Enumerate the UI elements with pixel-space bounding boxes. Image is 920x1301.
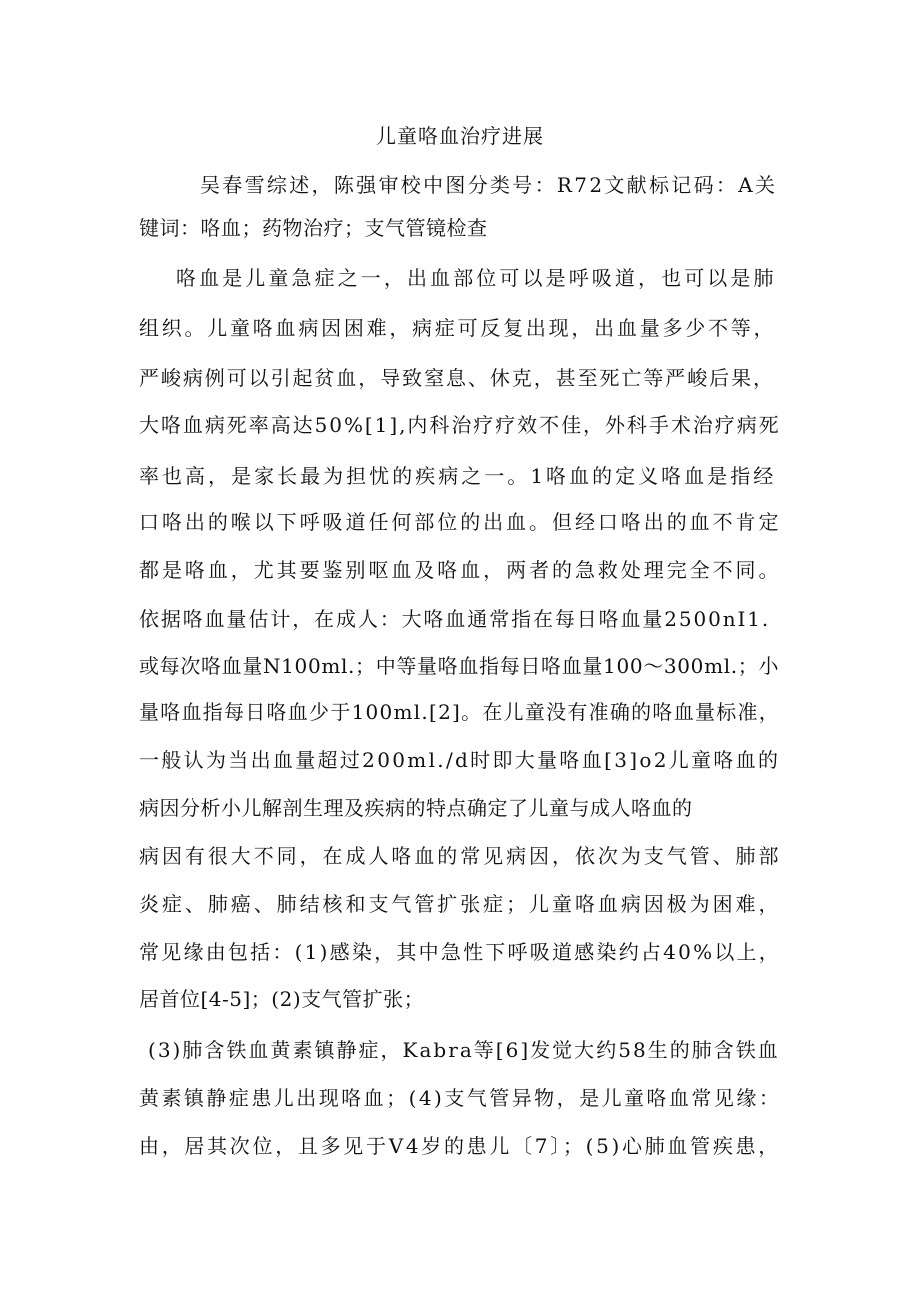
text-line: 量咯血指每日咯血少于100ml.[2]。在儿童没有准确的咯血量标准， bbox=[139, 700, 780, 724]
text-line: 吴春雪综述，陈强审校中图分类号：R72文献标记码：A关 bbox=[200, 173, 778, 197]
text-line: 组织。儿童咯血病因困难，病症可反复出现，出血量多少不等， bbox=[139, 316, 777, 340]
document-title: 儿童咯血治疗进展 bbox=[376, 124, 544, 148]
text-line: (3)肺含铁血黄素镇静症，Kabra等[6]发觉大约58生的肺含铁血 bbox=[148, 1038, 780, 1062]
text-line: 炎症、肺癌、肺结核和支气管扩张症；儿童咯血病因极为困难， bbox=[139, 892, 782, 916]
text-line: 率也高，是家长最为担忧的疾病之一。1咯血的定义咯血是指经 bbox=[139, 464, 777, 488]
text-line: 病因分析小儿解剖生理及疾病的特点确定了儿童与成人咯血的 bbox=[139, 796, 693, 820]
text-line: 常见缘由包括：(1)感染，其中急性下呼吸道感染约占40%以上， bbox=[139, 940, 782, 964]
text-line: 居首位[4-5]；(2)支气管扩张； bbox=[139, 987, 425, 1011]
text-line: 由，居其次位，且多见于V4岁的患儿〔7〕；(5)心肺血管疾患， bbox=[139, 1134, 781, 1158]
text-line: 黄素镇静症患儿出现咯血；(4)支气管异物，是儿童咯血常见缘： bbox=[139, 1086, 782, 1110]
text-line: 严峻病例可以引起贫血，导致窒息、休克，甚至死亡等严峻后果， bbox=[139, 366, 775, 390]
text-line: 都是咯血，尤其要鉴别呕血及咯血，两者的急救处理完全不同。 bbox=[139, 558, 782, 582]
text-line: 键词：咯血；药物治疗；支气管镜检查 bbox=[139, 216, 488, 240]
text-line: 依据咯血量估计，在成人：大咯血通常指在每日咯血量2500nI1. bbox=[139, 607, 771, 631]
text-line: 口咯出的喉以下呼吸道任何部位的出血。但经口咯出的血不肯定 bbox=[139, 510, 782, 534]
text-line: 一般认为当出血量超过200ml./d时即大量咯血[3]o2儿童咯血的 bbox=[139, 748, 781, 772]
text-line: 大咯血病死率高达50%[1],内科治疗疗效不佳，外科手术治疗病死 bbox=[139, 413, 781, 437]
text-line: 病因有很大不同，在成人咯血的常见病因，依次为支气管、肺部 bbox=[139, 844, 782, 868]
text-line: 或每次咯血量N100ml.；中等量咯血指每日咯血量100～300ml.；小 bbox=[139, 654, 780, 678]
text-line: 咯血是儿童急症之一，出血部位可以是呼吸道，也可以是肺 bbox=[176, 266, 777, 290]
